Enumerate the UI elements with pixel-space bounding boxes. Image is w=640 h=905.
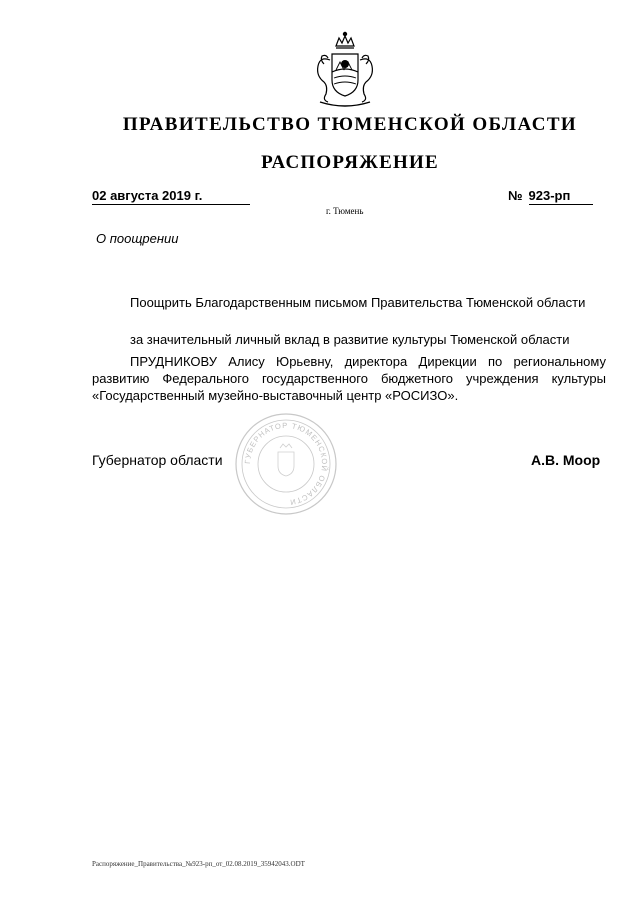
signatory-position: Губернатор области: [92, 452, 223, 468]
document-city: г. Тюмень: [326, 206, 364, 216]
document-number-block: [508, 188, 593, 205]
number-sign: №: [508, 188, 523, 203]
seal-text: ГУБЕРНАТОР ТЮМЕНСКОЙ ОБЛАСТИ: [242, 420, 330, 507]
svg-text:ГУБЕРНАТОР ТЮМЕНСКОЙ ОБЛАСТИ: [243, 421, 329, 507]
organization-title: ПРАВИТЕЛЬСТВО ТЮМЕНСКОЙ ОБЛАСТИ: [122, 114, 578, 135]
signatory-name: А.В. Моор: [531, 452, 601, 468]
document-date: 02 августа 2019 г.: [92, 188, 250, 205]
document-subject: О поощрении: [96, 231, 179, 246]
footer-filename: Распоряжение_Правительства_№923-рп_от_02.08.2019_35942043.ODT: [92, 860, 305, 868]
document-number: 923-рп: [529, 188, 593, 205]
document-type-title: РАСПОРЯЖЕНИЕ: [261, 152, 439, 173]
coat-of-arms-icon: [306, 30, 384, 110]
official-seal-icon: [234, 412, 338, 516]
body-paragraph-2: за значительный личный вклад в развитие культуры Тюменской области: [130, 332, 570, 347]
body-paragraph-1: Поощрить Благодарственным письмом Правительства Тюменской области: [130, 295, 586, 310]
body-paragraph-3: ПРУДНИКОВУ Алису Юрьевну, директора Дирекции по региональному развитию Федерального государственного бюджетного учреждения культуры «Государственный музейно-выставочный центр «РОСИЗО».: [92, 354, 606, 403]
